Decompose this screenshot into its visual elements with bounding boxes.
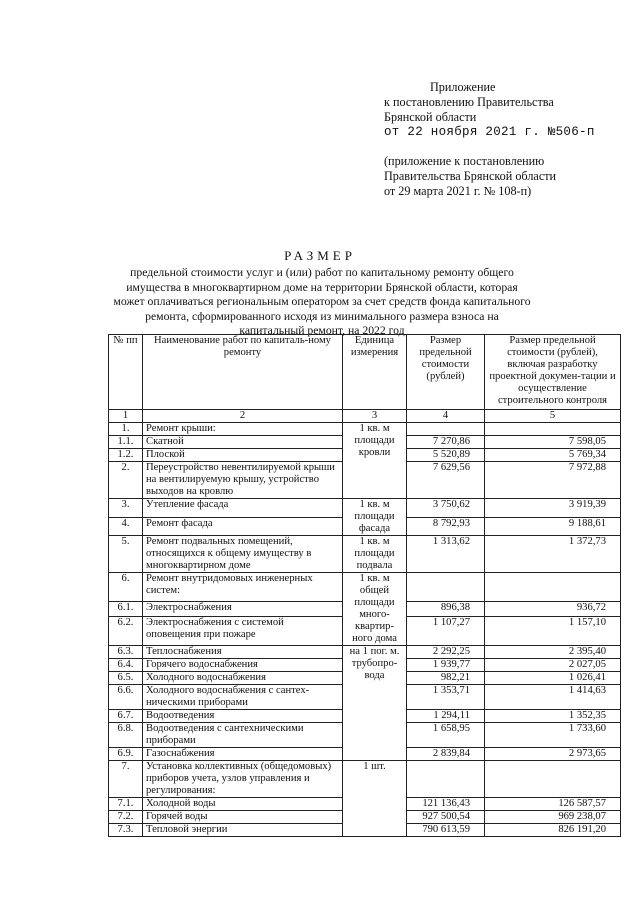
max-cost: 7 270,86 [407,436,485,449]
max-cost [407,423,485,436]
work-name: Переустройство невентилируемой крыши на вентилируемую крышу, устройство выходов на кровлю [143,462,343,499]
work-name: Ремонт крыши: [143,423,343,436]
max-cost: 2 292,25 [407,646,485,659]
max-cost: 1 294,11 [407,710,485,723]
column-index-row [109,410,621,423]
row-number: 6. [109,573,143,602]
table-row [109,536,621,573]
table-row [109,573,621,602]
table-row [109,499,621,518]
document-title: РАЗМЕР [284,248,356,263]
work-name: Плоской [143,449,343,462]
max-cost-with-design: 826 191,20 [485,824,621,837]
work-name: Теплоснабжения [143,646,343,659]
table-row [109,646,621,659]
max-cost-with-design [485,761,621,798]
max-cost-with-design: 2 027,05 [485,659,621,672]
max-cost-with-design [485,573,621,602]
previous-appendix-line: (приложение к постановлению [384,154,545,168]
work-name: Утепление фасада [143,499,343,518]
row-number: 6.1. [109,601,143,616]
row-number: 7.3. [109,824,143,837]
max-cost-with-design: 9 188,61 [485,517,621,536]
appendix-title: Приложение [430,80,496,94]
unit-cell: 1 шт. [343,761,407,837]
max-cost-with-design: 969 238,07 [485,811,621,824]
max-cost: 5 520,89 [407,449,485,462]
unit-cell: 1 кв. м общей площади много-квартир-ного дома [343,573,407,646]
max-cost: 790 613,59 [407,824,485,837]
row-number: 7.2. [109,811,143,824]
appendix-block [384,80,634,199]
table-header-row [109,335,621,410]
max-cost-with-design [485,423,621,436]
max-cost-with-design: 2 395,40 [485,646,621,659]
row-number: 6.9. [109,748,143,761]
work-name: Холодного водоснабжения с сантех-ническими приборами [143,685,343,710]
row-number: 5. [109,536,143,573]
column-index: 3 [343,410,407,423]
row-number: 1. [109,423,143,436]
cost-table [108,334,621,837]
row-number: 4. [109,517,143,536]
max-cost: 896,38 [407,601,485,616]
document-subtitle: предельной стоимости услуг и (или) работ по капитальному ремонту общего имущества в многоквартирном доме на территории Брянской области, которая может оплачиваться региональным оператором за счет средств фонда капитального ремонта, сформированного исходя из минимального размера взноса на капитальный ремонт, на 2022 год [113,266,531,337]
max-cost-with-design: 1 026,41 [485,672,621,685]
work-name: Ремонт фасада [143,517,343,536]
unit-cell: 1 кв. м площади кровли [343,423,407,499]
max-cost-with-design: 1 733,60 [485,723,621,748]
unit-cell: 1 кв. м площади подвала [343,536,407,573]
max-cost: 121 136,43 [407,798,485,811]
max-cost: 1 353,71 [407,685,485,710]
row-number: 6.8. [109,723,143,748]
max-cost: 927 500,54 [407,811,485,824]
column-index: 1 [109,410,143,423]
work-name: Ремонт подвальных помещений, относящихся к общему имуществу в многоквартирном доме [143,536,343,573]
column-index: 4 [407,410,485,423]
unit-cell: 1 кв. м площади фасада [343,499,407,536]
max-cost-with-design: 936,72 [485,601,621,616]
previous-appendix-line: от 29 марта 2021 г. № 108-п) [384,184,532,198]
table-row [109,761,621,798]
header-max-cost: Размер предельной стоимости (рублей) [407,335,485,410]
header-unit: Единица измерения [343,335,407,410]
header-work-name: Наименование работ по капиталь-ному ремонту [143,335,343,410]
appendix-date-number: от 22 ноября 2021 г. №506-п [384,125,595,139]
work-name: Водоотведения [143,710,343,723]
row-number: 6.5. [109,672,143,685]
row-number: 1.2. [109,449,143,462]
max-cost-with-design: 1 352,35 [485,710,621,723]
max-cost-with-design: 1 157,10 [485,617,621,646]
work-name: Электроснабжения с системой оповещения при пожаре [143,617,343,646]
row-number: 6.3. [109,646,143,659]
row-number: 6.2. [109,617,143,646]
max-cost-with-design: 5 769,34 [485,449,621,462]
max-cost: 3 750,62 [407,499,485,518]
column-index: 2 [143,410,343,423]
work-name: Горячего водоснабжения [143,659,343,672]
row-number: 6.6. [109,685,143,710]
max-cost: 1 658,95 [407,723,485,748]
row-number: 1.1. [109,436,143,449]
row-number: 7. [109,761,143,798]
max-cost-with-design: 7 598,05 [485,436,621,449]
work-name: Горячей воды [143,811,343,824]
work-name: Ремонт внутридомовых инженерных систем: [143,573,343,602]
work-name: Газоснабжения [143,748,343,761]
work-name: Водоотведения с сантехническими приборами [143,723,343,748]
row-number: 7.1. [109,798,143,811]
work-name: Тепловой энергии [143,824,343,837]
max-cost [407,573,485,602]
max-cost: 8 792,93 [407,517,485,536]
row-number: 3. [109,499,143,518]
work-name: Электроснабжения [143,601,343,616]
appendix-ref-line: к постановлению Правительства [384,95,554,109]
header-max-cost-with-design: Размер предельной стоимости (рублей), включая разработку проектной докумен-тации и осуществление строительного контроля [485,335,621,410]
max-cost-with-design: 126 587,57 [485,798,621,811]
max-cost: 1 107,27 [407,617,485,646]
unit-cell: на 1 пог. м. трубопро-вода [343,646,407,761]
appendix-region-line: Брянской области [384,110,477,124]
max-cost: 7 629,56 [407,462,485,499]
max-cost: 2 839,84 [407,748,485,761]
max-cost: 982,21 [407,672,485,685]
max-cost [407,761,485,798]
row-number: 6.7. [109,710,143,723]
work-name: Установка коллективных (общедомовых) приборов учета, узлов управления и регулирования: [143,761,343,798]
column-index: 5 [485,410,621,423]
row-number: 6.4. [109,659,143,672]
max-cost-with-design: 2 973,65 [485,748,621,761]
row-number: 2. [109,462,143,499]
previous-appendix-line: Правительства Брянской области [384,169,557,183]
max-cost: 1 313,62 [407,536,485,573]
max-cost: 1 939,77 [407,659,485,672]
header-num: № пп [109,335,143,410]
max-cost-with-design: 7 972,88 [485,462,621,499]
work-name: Холодной воды [143,798,343,811]
max-cost-with-design: 3 919,39 [485,499,621,518]
max-cost-with-design: 1 372,73 [485,536,621,573]
max-cost-with-design: 1 414,63 [485,685,621,710]
work-name: Холодного водоснабжения [143,672,343,685]
table-row [109,423,621,436]
work-name: Скатной [143,436,343,449]
